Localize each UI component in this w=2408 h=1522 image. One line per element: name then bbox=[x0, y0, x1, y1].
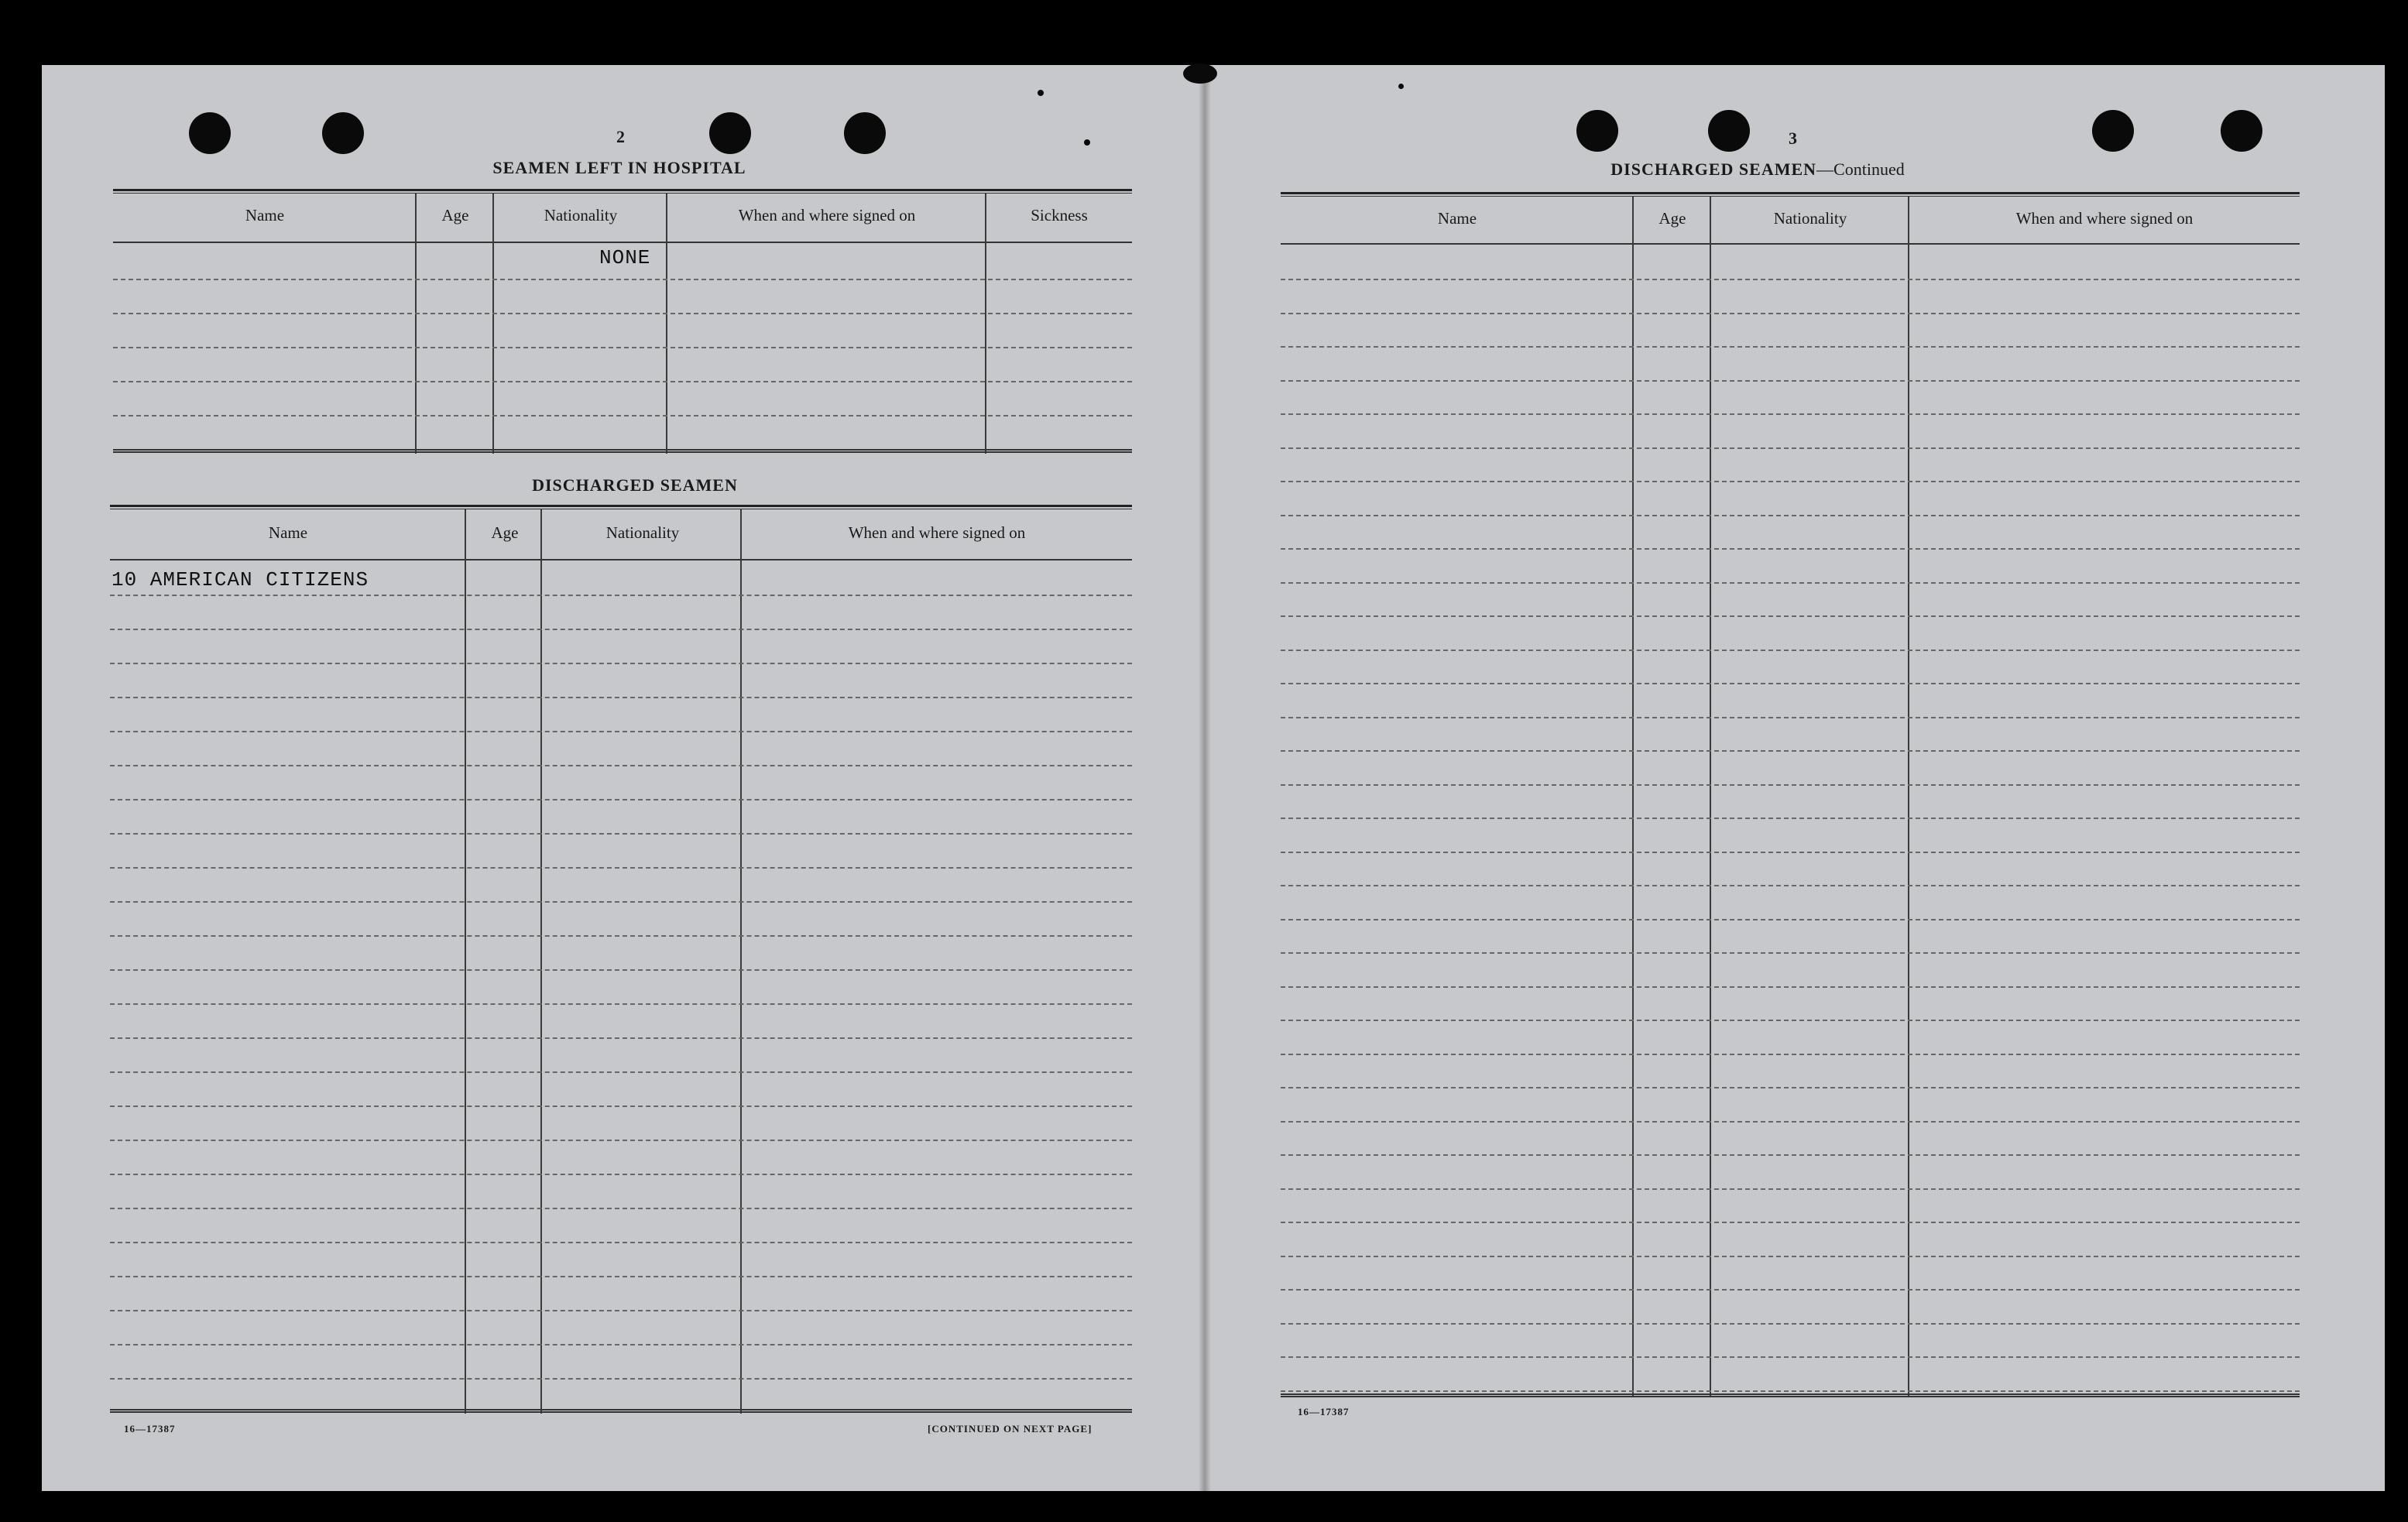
column-header-name: Name bbox=[1437, 209, 1477, 228]
table-row bbox=[1281, 818, 2300, 819]
page-number-right: 3 bbox=[1789, 129, 1797, 148]
table-row bbox=[110, 1208, 1132, 1209]
column-divider bbox=[1632, 197, 1634, 1397]
table-row bbox=[1281, 1356, 2300, 1358]
table-row bbox=[1281, 1087, 2300, 1088]
table-row bbox=[1281, 481, 2300, 482]
table-row bbox=[1281, 313, 2300, 314]
continued-note: [CONTINUED ON NEXT PAGE] bbox=[928, 1423, 1093, 1435]
punch-hole bbox=[1708, 110, 1750, 152]
page-number-left: 2 bbox=[616, 127, 625, 146]
column-divider bbox=[740, 509, 742, 1414]
table-row bbox=[1281, 582, 2300, 584]
header-underline bbox=[110, 559, 1132, 560]
column-divider bbox=[540, 509, 542, 1414]
table-row bbox=[110, 765, 1132, 766]
table-row bbox=[1281, 885, 2300, 886]
table-row bbox=[110, 867, 1132, 869]
column-divider bbox=[1710, 197, 1711, 1397]
table-row bbox=[110, 1378, 1132, 1380]
table-row bbox=[1281, 650, 2300, 651]
table-top-rule bbox=[113, 189, 1132, 194]
punch-hole bbox=[709, 112, 751, 154]
column-header-age: Age bbox=[441, 206, 469, 225]
table-row bbox=[1281, 1323, 2300, 1325]
table-row bbox=[110, 697, 1132, 698]
table-row bbox=[110, 1003, 1132, 1005]
table-row bbox=[113, 381, 1132, 382]
table-bottom-rule bbox=[110, 1409, 1132, 1413]
table-row bbox=[110, 629, 1132, 630]
table-top-rule bbox=[110, 505, 1132, 509]
table-row bbox=[1281, 413, 2300, 415]
ink-speck bbox=[1084, 139, 1090, 146]
column-divider bbox=[1908, 197, 1909, 1397]
table-row bbox=[1281, 784, 2300, 786]
punch-hole bbox=[2221, 110, 2262, 152]
table-row bbox=[1281, 683, 2300, 684]
table-row bbox=[1281, 1222, 2300, 1223]
table-row bbox=[1281, 750, 2300, 752]
column-header-nationality: Nationality bbox=[1773, 209, 1847, 228]
table-row bbox=[110, 595, 1132, 596]
punch-hole bbox=[1576, 110, 1618, 152]
table-row bbox=[110, 799, 1132, 800]
punch-hole bbox=[189, 112, 231, 154]
table-row bbox=[1281, 447, 2300, 449]
punch-hole bbox=[322, 112, 364, 154]
hospital-nationality-entry: NONE bbox=[599, 246, 651, 269]
column-header-signed-on: When and where signed on bbox=[848, 523, 1026, 542]
form-number-right: 16—17387 bbox=[1298, 1406, 1350, 1417]
table-row bbox=[110, 1106, 1132, 1107]
table-row bbox=[1281, 919, 2300, 920]
table-row bbox=[1281, 279, 2300, 280]
column-divider bbox=[465, 509, 466, 1414]
table-row bbox=[113, 279, 1132, 280]
page-fold bbox=[1199, 65, 1211, 1491]
table-bottom-rule bbox=[113, 449, 1132, 453]
table-row bbox=[1281, 346, 2300, 348]
table-row bbox=[110, 731, 1132, 732]
table-row bbox=[1281, 1054, 2300, 1055]
table-row bbox=[110, 1174, 1132, 1175]
discharged-table-left bbox=[110, 505, 1132, 1420]
column-header-age: Age bbox=[1659, 209, 1686, 228]
column-header-nationality: Nationality bbox=[544, 206, 618, 225]
column-header-name: Name bbox=[245, 206, 285, 225]
column-header-signed-on: When and where signed on bbox=[738, 206, 916, 225]
title-main: DISCHARGED SEAMEN bbox=[1610, 159, 1817, 179]
table-row bbox=[110, 1344, 1132, 1345]
table-row bbox=[110, 663, 1132, 664]
table-row bbox=[110, 833, 1132, 835]
table-row bbox=[113, 313, 1132, 314]
table-row bbox=[1281, 515, 2300, 516]
table-row bbox=[1281, 548, 2300, 550]
table-row bbox=[1281, 717, 2300, 718]
header-underline bbox=[113, 242, 1132, 243]
table-row bbox=[113, 415, 1132, 416]
table-row bbox=[1281, 380, 2300, 382]
column-header-signed-on: When and where signed on bbox=[2015, 209, 2194, 228]
table-bottom-rule bbox=[1281, 1393, 2300, 1397]
table-row bbox=[1281, 615, 2300, 617]
table-row bbox=[1281, 1154, 2300, 1156]
table-row bbox=[1281, 1020, 2300, 1021]
ink-speck bbox=[1183, 63, 1217, 84]
form-number-left: 16—17387 bbox=[124, 1423, 176, 1435]
table-row bbox=[110, 1310, 1132, 1311]
hospital-table bbox=[113, 189, 1132, 457]
ink-speck bbox=[1398, 84, 1404, 89]
column-header-age: Age bbox=[491, 523, 519, 542]
hospital-section-title: SEAMEN LEFT IN HOSPITAL bbox=[492, 158, 746, 177]
table-row bbox=[1281, 1289, 2300, 1291]
column-header-name: Name bbox=[268, 523, 308, 542]
table-row bbox=[1281, 1390, 2300, 1392]
table-row bbox=[110, 1276, 1132, 1277]
title-continued: —Continued bbox=[1816, 159, 1905, 179]
punch-hole bbox=[844, 112, 886, 154]
table-row bbox=[110, 1242, 1132, 1243]
column-header-nationality: Nationality bbox=[605, 523, 680, 542]
table-row bbox=[110, 1140, 1132, 1141]
punch-hole bbox=[2092, 110, 2134, 152]
table-row bbox=[110, 901, 1132, 903]
table-top-rule bbox=[1281, 192, 2300, 197]
table-row bbox=[110, 969, 1132, 971]
table-row bbox=[110, 1037, 1132, 1039]
ink-speck bbox=[1038, 90, 1044, 96]
table-row bbox=[1281, 1188, 2300, 1190]
discharged-section-title: DISCHARGED SEAMEN bbox=[532, 475, 738, 495]
table-row bbox=[1281, 952, 2300, 954]
table-row bbox=[110, 1071, 1132, 1073]
table-row bbox=[113, 347, 1132, 348]
column-header-sickness: Sickness bbox=[1031, 206, 1088, 225]
discharged-name-entry: 10 AMERICAN CITIZENS bbox=[111, 568, 369, 591]
table-row bbox=[1281, 1256, 2300, 1257]
discharged-continued-title bbox=[1580, 159, 1936, 180]
table-row bbox=[1281, 1121, 2300, 1123]
table-row bbox=[1281, 986, 2300, 988]
discharged-table-right bbox=[1281, 192, 2300, 1403]
header-underline bbox=[1281, 243, 2300, 245]
table-row bbox=[110, 935, 1132, 937]
table-row bbox=[1281, 852, 2300, 853]
